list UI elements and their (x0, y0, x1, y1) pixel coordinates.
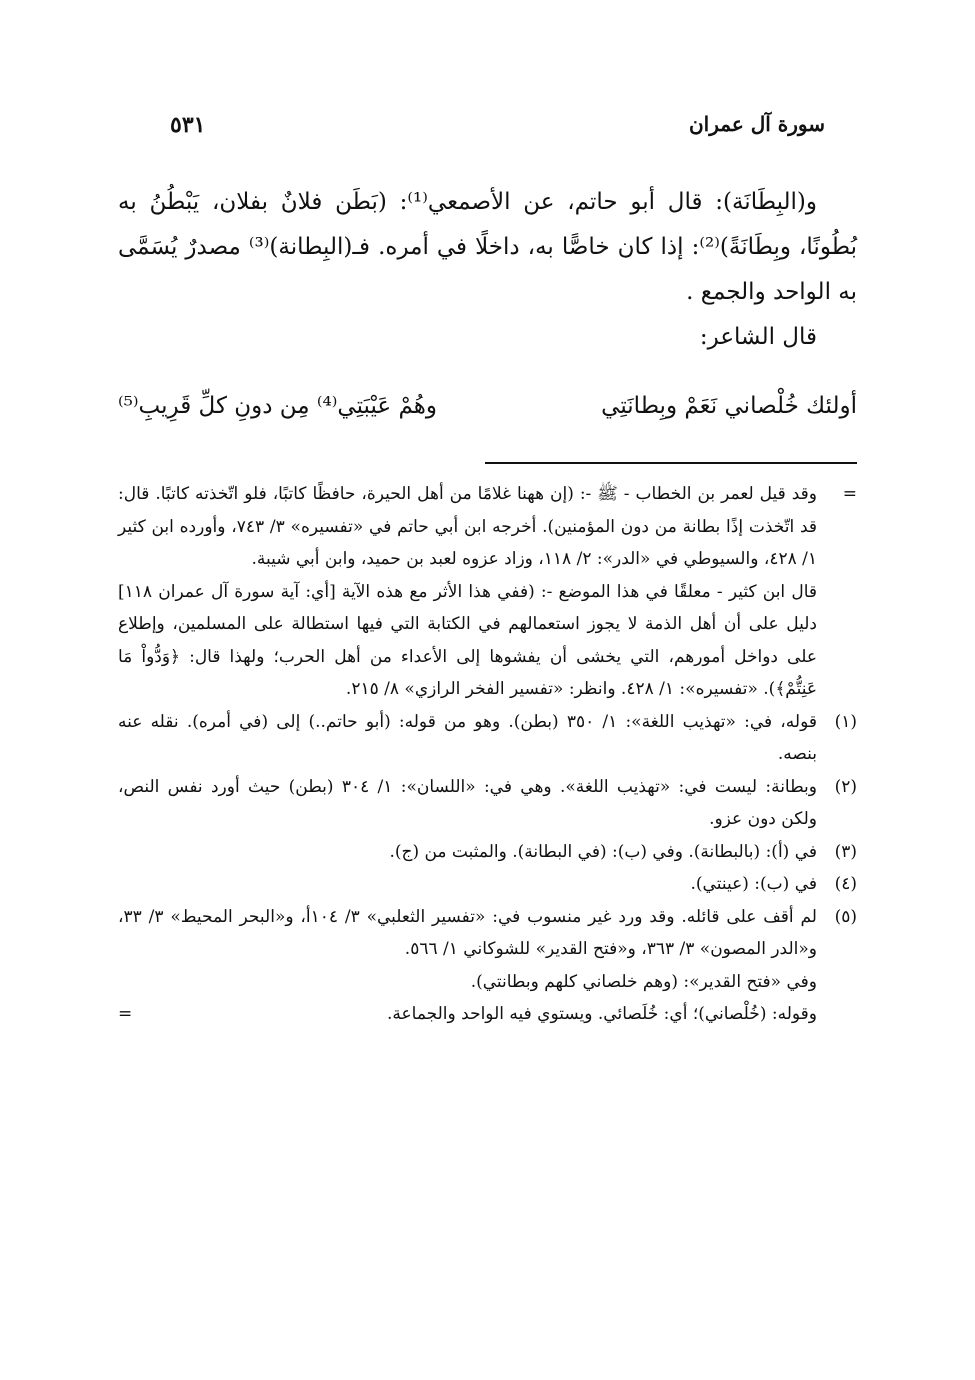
page-number: ٥٣١ (170, 112, 206, 138)
continuation-paragraph: وقد قيل لعمر بن الخطاب - ﷺ -: (إن ههنا غلامًا من أهل الحيرة، حافظًا كاتبًا، فلو اتّخذته كاتبًا. قال: قد اتّخذت إذًا بطانة من دون المؤمنين). أخرجه ابن أبي حاتم في «تفسيره» ٣/ ٧٤٣، وأورده ابن كثير ١/ ٤٢٨، والسيوطي في «الدر»: ٢/ ١١٨، وزاد عزوه لعبد بن حميد، وابن أبي شيبة. (118, 484, 817, 569)
main-text (118, 180, 857, 360)
footnote-number: (٢) (834, 776, 857, 797)
footnote-3 (118, 836, 857, 869)
footnote-text: وقوله: (خُلْصاني)؛ أي: خُلَصائي. ويستوي فيه الواحد والجماعة. (386, 1004, 817, 1024)
verse-second-hemistich: وهُمْ عَيْبَتِي⁽⁴⁾ مِن دونِ كلِّ قَرِيبِ⁽⁵⁾ (118, 393, 437, 419)
continuation-paragraph: قال ابن كثير - معلقًا في هذا الموضع -: (ففي هذا الأثر مع هذه الآية [أي: آية سورة آل عمران ١١٨] دليل على أن أهل الذمة لا يجوز استعمالهم في الكتابة التي فيها استطالة على المسلمين، وإطلاع على دواخل أمورهم، التي يخشى أن يفشوها إلى الأعداء من أهل الحرب؛ ولهذا قال: ﴿وَدُّواْ مَا عَنِتُّمْ﴾). «تفسيره»: ١/ ٤٢٨. وانظر: «تفسير الفخر الرازي» ٨/ ٢١٥. (118, 581, 817, 699)
main-paragraph: و(البِطَانَة): قال أبو حاتم، عن الأصمعي⁽¹⁾: (بَطَن فلانٌ بفلان، يَبْطُنُ به بُطُونًا، وبِطَانَةً)⁽²⁾: إذا كان خاصًّا به، داخلًا في أمره. فـ(البِطانة)⁽³⁾ مصدرٌ يُسَمَّى به الواحد والجمع . (118, 189, 857, 305)
footnote-number: (٣) (834, 841, 857, 862)
footnote-text: في (ب): (عينتي). (690, 874, 817, 894)
verse-first-hemistich: أولئك خُلْصاني نَعَمْ وبِطانَتِي (601, 393, 857, 419)
footnote-continuation (118, 478, 857, 706)
surah-title: سورة آل عمران (688, 112, 825, 136)
poetry-verse (118, 393, 857, 443)
footnote-text: وبطانة: ليست في: «تهذيب اللغة». وهي في: «اللسان»: ١/ ٣٠٤ (بطن) حيث أورد نفس النص، ولكن دون عزو. (118, 776, 817, 829)
footnote-5 (118, 901, 857, 1031)
footnote-number: (١) (834, 711, 857, 732)
page-header (170, 112, 825, 152)
footnote-4 (118, 868, 857, 901)
footnote-number: (٥) (834, 906, 857, 927)
footnote-separator (485, 462, 857, 464)
footnote-text: في (أ): (بالبطانة). وفي (ب): (في البطانة). والمثبت من (ج). (389, 841, 817, 862)
continuation-marker: = (842, 484, 857, 504)
continues-marker: = (118, 1004, 133, 1024)
footnotes (118, 478, 857, 1031)
footnote-2 (118, 771, 857, 836)
footnote-text: قوله، في: «تهذيب اللغة»: ١/ ٣٥٠ (بطن). وهو من قوله: (أبو حاتم..) إلى (في أمره). نقله عنه بنصه. (118, 711, 817, 764)
footnote-number: (٤) (834, 874, 857, 894)
poet-intro: قال الشاعر: (699, 324, 817, 350)
footnote-1 (118, 706, 857, 771)
footnote-text: لم أقف على قائله. وقد ورد غير منسوب في: «تفسير الثعلبي» ٣/ ١٠٤أ، و«البحر المحيط» ٣/ ٣٣، و«الدر المصون» ٣/ ٣٦٣، و«فتح القدير» للشوكاني ١/ ٥٦٦. (118, 906, 817, 959)
footnote-text: وفي «فتح القدير»: (وهم خلصاني كلهم وبطانتي). (470, 971, 817, 992)
